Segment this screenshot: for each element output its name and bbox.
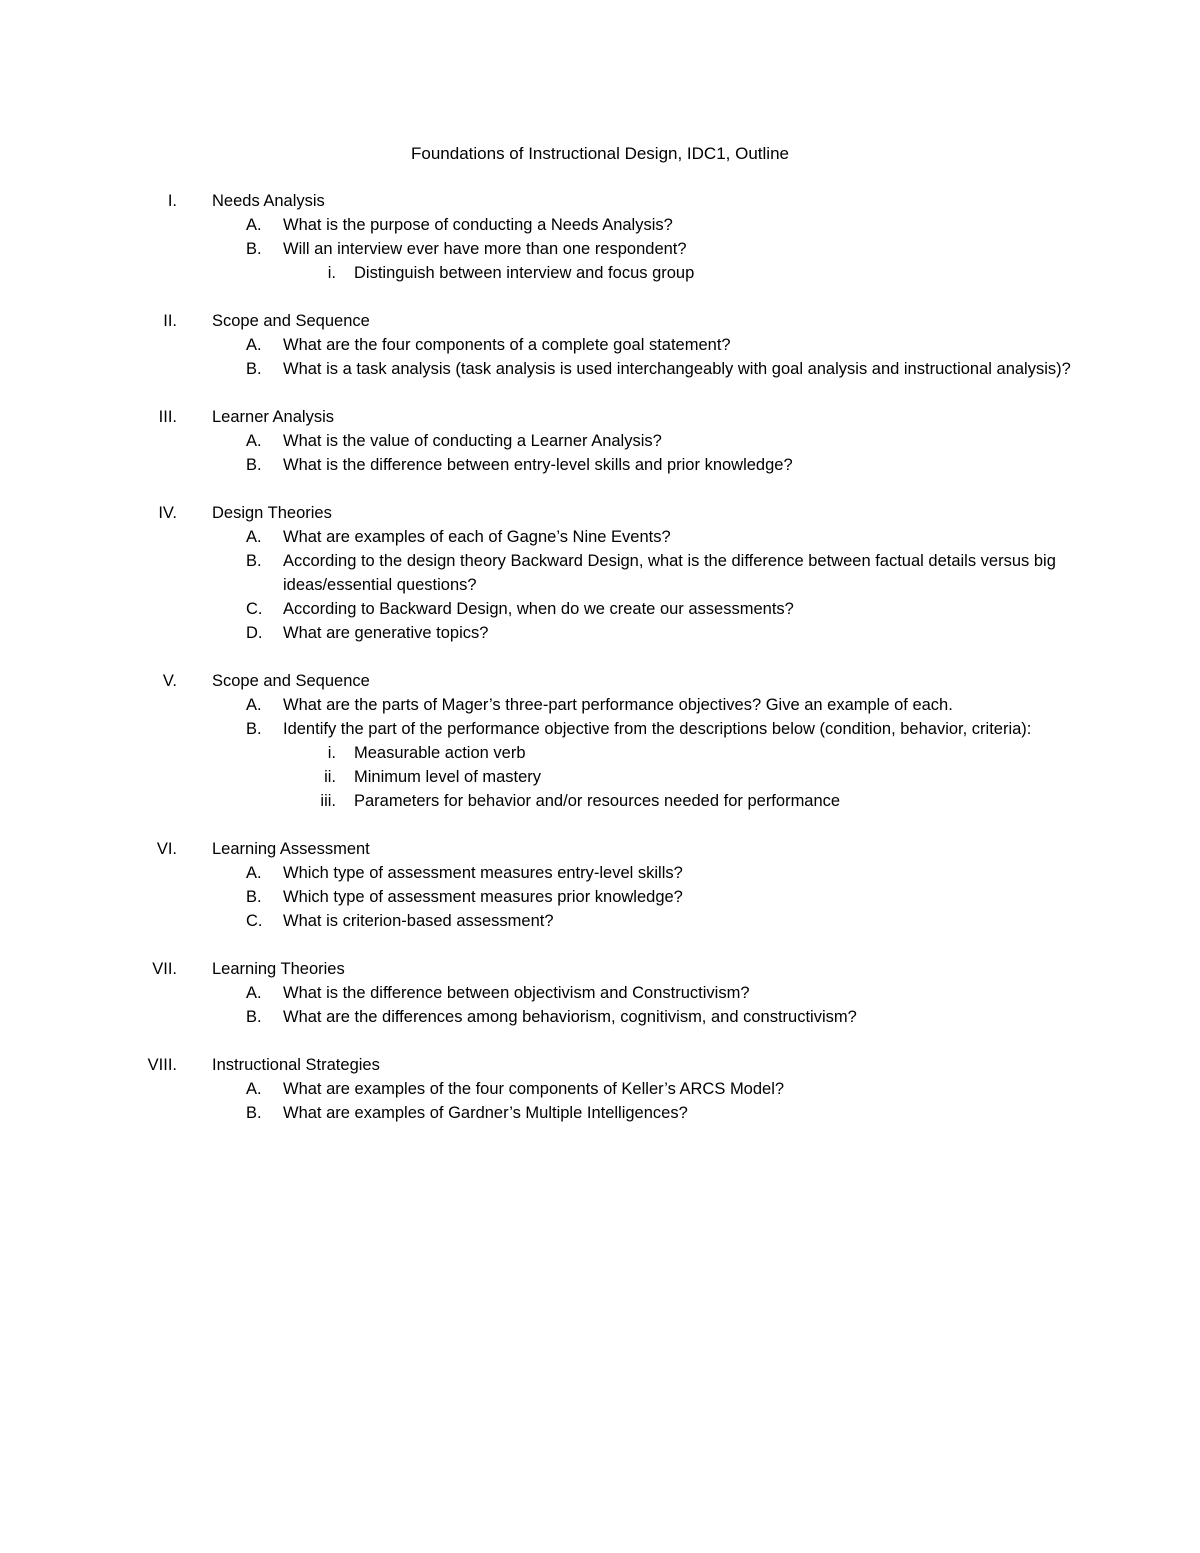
item-letter: A. [246,432,262,450]
outline-item [0,453,1200,477]
outline-section [0,189,1200,285]
subitem-text: Measurable action verb [354,744,526,762]
section-heading-row [0,309,1200,333]
section-numeral: VIII. [147,1056,177,1074]
item-text: What is criterion-based assessment? [283,912,554,930]
section-heading-row [0,1053,1200,1077]
item-letter: A. [246,864,262,882]
section-heading: Learning Assessment [212,840,370,858]
item-text: What are generative topics? [283,624,489,642]
subitem-numeral: ii. [324,768,336,786]
document-title: Foundations of Instructional Design, IDC1, Outline [411,144,789,163]
section-heading-row [0,957,1200,981]
item-text: What are examples of each of Gagne’s Nine Events? [283,528,671,546]
section-heading-row [0,669,1200,693]
item-letter: D. [246,624,263,642]
item-letter: B. [246,888,262,906]
subitem-numeral: i. [327,264,336,282]
outline-item [0,909,1200,933]
outline-item [0,981,1200,1005]
outline-item [0,525,1200,549]
subitem-text: Distinguish between interview and focus group [354,264,695,282]
subitem-text: Minimum level of mastery [354,768,542,786]
outline-item [0,717,1200,741]
section-heading-row [0,405,1200,429]
outline-item [0,861,1200,885]
outline-item [0,1077,1200,1101]
section-heading-row [0,501,1200,525]
section-numeral: V. [162,672,177,690]
item-text: What are examples of the four components of Keller’s ARCS Model? [283,1080,785,1098]
item-text: What is the difference between objectivism and Constructivism? [283,984,750,1002]
item-text: Will an interview ever have more than one respondent? [283,240,687,258]
item-text: According to the design theory Backward Design, what is the difference between factual details versus big ideas/essential questions? [283,552,1056,594]
outline-item [0,549,1200,597]
section-numeral: III. [158,408,177,426]
outline-section [0,405,1200,477]
section-heading: Design Theories [212,504,332,522]
item-text: What are examples of Gardner’s Multiple Intelligences? [283,1104,688,1122]
item-letter: B. [246,456,262,474]
item-text: According to Backward Design, when do we create our assessments? [283,600,794,618]
item-letter: C. [246,912,263,930]
item-text: Identify the part of the performance objective from the descriptions below (condition, behavior, criteria): [283,720,1032,738]
item-text: What is the value of conducting a Learner Analysis? [283,432,662,450]
outline-item [0,885,1200,909]
item-text: What are the parts of Mager’s three-part performance objectives? Give an example of each. [283,696,953,714]
section-heading: Needs Analysis [212,192,325,210]
outline-subitem [0,765,1200,789]
item-text: Which type of assessment measures prior knowledge? [283,888,683,906]
item-text: What is a task analysis (task analysis is used interchangeably with goal analysis and instructional analysis)? [283,360,1071,378]
section-numeral: VII. [152,960,177,978]
outline-subitem [0,261,1200,285]
item-letter: A. [246,1080,262,1098]
section-heading-row [0,837,1200,861]
item-letter: B. [246,1104,262,1122]
outline-item [0,1005,1200,1029]
outline-item [0,597,1200,621]
item-text: What are the four components of a complete goal statement? [283,336,731,354]
outline-section [0,957,1200,1029]
section-heading: Scope and Sequence [212,312,370,330]
item-letter: A. [246,984,262,1002]
section-numeral: II. [163,312,177,330]
section-heading: Learning Theories [212,960,345,978]
section-heading: Scope and Sequence [212,672,370,690]
section-numeral: IV. [158,504,177,522]
item-text: Which type of assessment measures entry-level skills? [283,864,683,882]
section-numeral: I. [167,192,177,210]
section-numeral: VI. [156,840,177,858]
outline-section [0,1053,1200,1125]
section-heading: Instructional Strategies [212,1056,380,1074]
outline-item [0,237,1200,261]
item-letter: B. [246,360,262,378]
outline-subitem [0,789,1200,813]
item-text: What are the differences among behaviorism, cognitivism, and constructivism? [283,1008,857,1026]
outline-section [0,501,1200,645]
section-heading: Learner Analysis [212,408,334,426]
section-heading-row [0,189,1200,213]
outline-item [0,429,1200,453]
item-letter: B. [246,240,262,258]
item-letter: A. [246,216,262,234]
outline-section [0,837,1200,933]
outline-section [0,669,1200,813]
item-letter: B. [246,1008,262,1026]
item-letter: B. [246,720,262,738]
outline-item [0,693,1200,717]
outline [0,189,1200,1149]
item-letter: C. [246,600,263,618]
outline-subitem [0,741,1200,765]
item-letter: B. [246,552,262,570]
outline-item [0,1101,1200,1125]
outline-item [0,333,1200,357]
item-letter: A. [246,336,262,354]
subitem-text: Parameters for behavior and/or resources needed for performance [354,792,841,810]
outline-item [0,357,1200,381]
item-text: What is the difference between entry-level skills and prior knowledge? [283,456,793,474]
outline-section [0,309,1200,381]
item-letter: A. [246,528,262,546]
outline-item [0,621,1200,645]
subitem-numeral: i. [327,744,336,762]
item-letter: A. [246,696,262,714]
subitem-numeral: iii. [320,792,336,810]
outline-item [0,213,1200,237]
item-text: What is the purpose of conducting a Needs Analysis? [283,216,673,234]
